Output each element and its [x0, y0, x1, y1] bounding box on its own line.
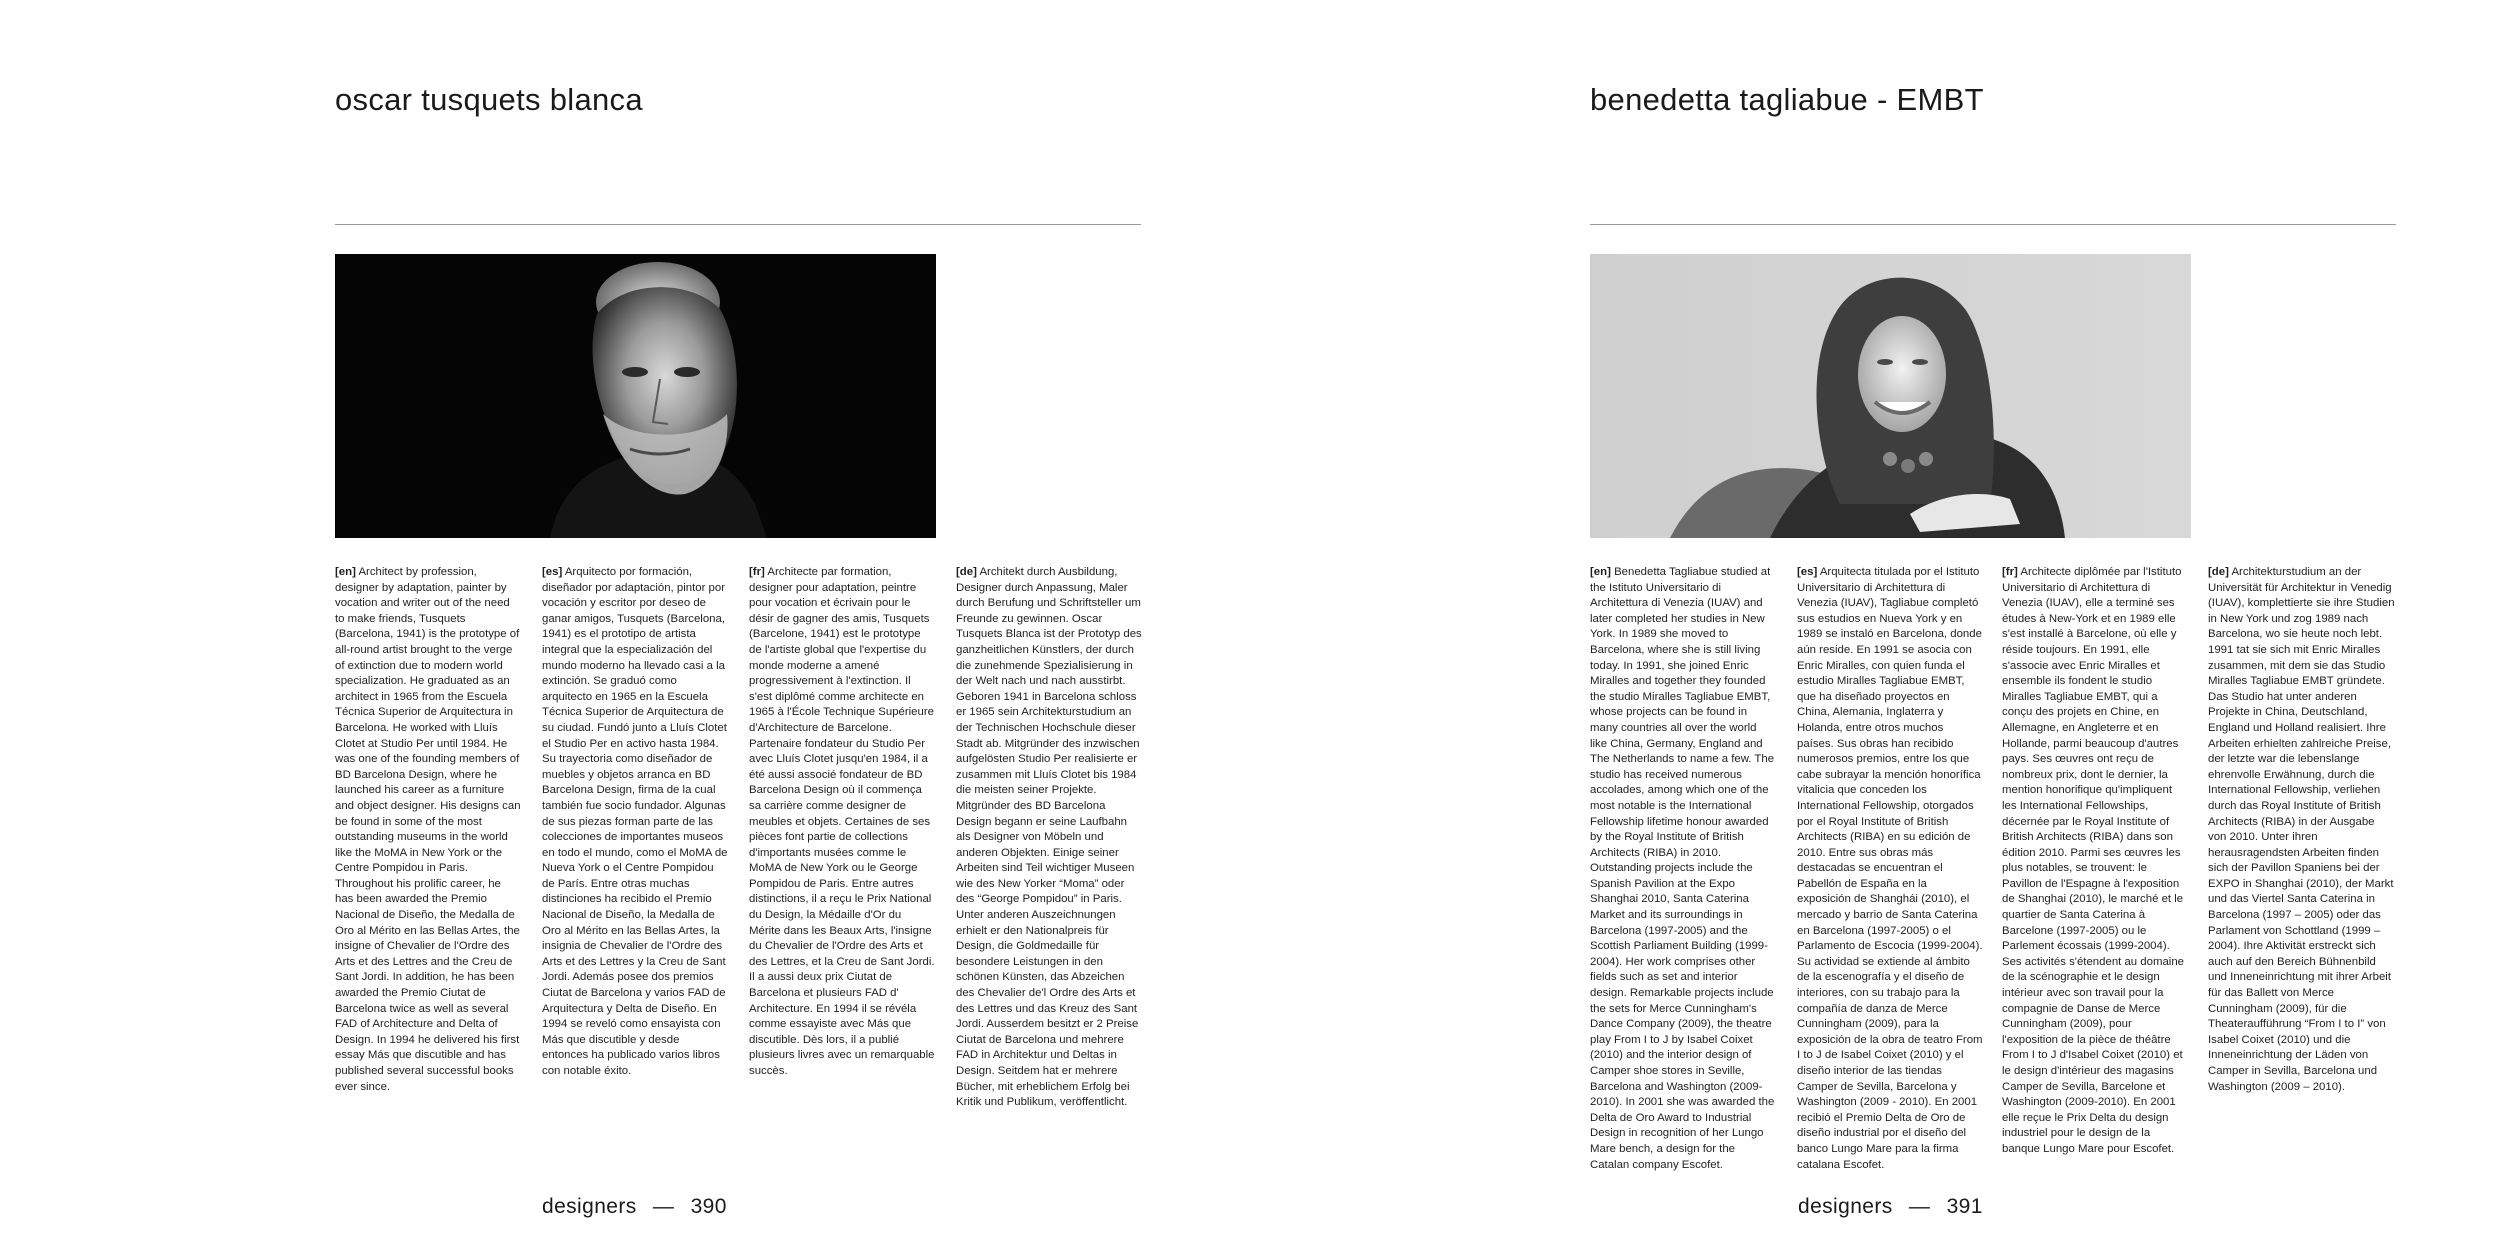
bio-text: Architect by profession, designer by adaptation, painter by vocation and writer out of the need to make friends, Tusquets (Barcelona, 1941) is the prototype of all-round artist brought to the verge of extinction due to modern world specialization. He graduated as an architect in 1965 from the Escuela Técnica Superior de Arquitectura in Barcelona. He worked with Lluís Clotet at Studio Per until 1984. He was one of the founding members of BD Barcelona Design, where he launched his career as a furniture and object designer. His designs can be found in some of the most outstanding museums in the world like the MoMA in New York or the Centre Pompidou in Paris. Throughout his prolific career, he has been awarded the Premio Nacional de Diseño, the Medalla de Oro al Mérito en las Bellas Artes, the insigne of Chevalier de l'Ordre des Arts et des Lettres and the Creu de Sant Jordi. In addition, he has been awarded the Premio Ciutat de Barcelona twice as well as several FAD of Architecture and Delta of Design. In 1994 he delivered his first essay Más que discutible and has published several successful books ever since.	[335, 566, 521, 1093]
bio-column-en	[1590, 565, 1776, 1173]
bio-text: Architecte par formation, designer pour adaptation, peintre pour vocation et écrivain pour le désir de gagner des amis, Tusquets (Barcelone, 1941) est le prototype de l'artiste global que l'expertise du monde moderne a amené progressivement à l'extinction. Il s'est diplômé comme architecte en 1965 à l'École Technique Supérieure d'Architecture de Barcelone. Partenaire fondateur du Studio Per avec Lluís Clotet jusqu'en 1984, il a été aussi associé fondateur de BD Barcelona Design où il commença sa carrière comme designer de meubles et objets. Certaines de ses pièces font partie de collections d'importants musées comme le MoMA de New York ou le George Pompidou de Paris. Entre autres distinctions, il a reçu le Prix National du Design, la Médaille d'Or du Mérite dans les Beaux Arts, l'insigne du Chevalier de l'Ordre des Arts et des Lettres, et la Creu de Sant Jordi. Il a aussi deux prix Ciutat de Barcelona et plusieurs FAD d' Architecture. En 1994 il se révéla comme essayiste avec Más que discutible. Dès lors, il a publié plusieurs livres avec un remarquable succès.	[749, 566, 935, 1077]
bio-text: Arquitecta titulada por el Istituto Universitario di Architettura di Venezia (IUAV), Tagliabue completó sus estudios en Nueva York y en 1989 se instaló en Barcelona, donde aún reside. En 1991 se asocia con Enric Miralles, con quien funda el estudio Miralles Tagliabue EMBT, que ha diseñado proyectos en China, Alemania, Inglaterra y Holanda, entre otros muchos países. Sus obras han recibido numerosos premios, entre los que cabe subrayar la mención honorífica vitalicia que conceden los International Fellowship, otorgados por el Royal Institute of British Architects (RIBA) en su edición de 2010. Entre sus obras más destacadas se encuentran el Pabellón de España en la exposición de Shanghái (2010), el mercado y barrio de Santa Caterina en Barcelona (1997-2005) o el Parlamento de Escocia (1999-2004). Su actividad se extiende al ámbito de la escenografía y el diseño de interiores, con su trabajo para la compañía de danza de Merce Cunningham (2009), para la exposición de la obra de teatro From I to J de Isabel Coixet (2010) y el diseño interior de las tiendas Camper de Sevilla, Barcelona y Washington (2009 - 2010). En 2001 recibió el Premio Delta de Oro de diseño industrial por el diseño del banco Lungo Mare para la firma catalana Escofet.	[1797, 566, 1983, 1171]
designer-title: oscar tusquets blanca	[335, 82, 643, 117]
language-tag: [es]	[1797, 566, 1818, 578]
language-tag: [en]	[1590, 566, 1611, 578]
language-tag: [fr]	[2002, 566, 2018, 578]
designer-photo	[1590, 254, 2191, 538]
language-tag: [de]	[2208, 566, 2229, 578]
bio-text: Arquitecto por formación, diseñador por adaptación, pintor por vocación y escritor por deseo de ganar amigos, Tusquets (Barcelona, 1941) es el prototipo de artista integral que la especialización del mundo moderno ha llevado casi a la extinción. Se graduó como arquitecto en 1965 en la Escuela Técnica Superior de Arquitectura de su ciudad. Fundó junto a Lluís Clotet el Studio Per en activo hasta 1984. Su trayectoria como diseñador de muebles y objetos arranca en BD Barcelona Design, firma de la cual también fue socio fundador. Algunas de sus piezas forman parte de las colecciones de importantes museos en todo el mundo, como el MoMA de Nueva York o el Centre Pompidou de París. Entre otras muchas distinciones ha recibido el Premio Nacional de Diseño, la Medalla de Oro al Mérito en las Bellas Artes, la insignia de Chevalier de l'Ordre des Arts et des Lettres y la Creu de Sant Jordi. Además posee dos premios Ciutat de Barcelona y varios FAD de Arquitectura y Delta de Diseño. En 1994 se reveló como ensayista con Más que discutible y desde entonces ha publicado varios libros con notable éxito.	[542, 566, 728, 1077]
folio-label: designers	[542, 1195, 637, 1218]
divider-rule	[1590, 224, 2396, 225]
bio-column-fr	[749, 565, 935, 1080]
bio-column-de	[2208, 565, 2396, 1095]
bio-column-es	[542, 565, 728, 1080]
language-tag: [de]	[956, 566, 977, 578]
folio-dash: —	[652, 1195, 675, 1218]
page-folio	[542, 1195, 727, 1219]
designer-title: benedetta tagliabue - EMBT	[1590, 82, 1984, 117]
language-tag: [en]	[335, 566, 356, 578]
right-page	[1250, 0, 2500, 1250]
designer-photo	[335, 254, 936, 538]
divider-rule	[335, 224, 1141, 225]
page-folio	[1798, 1195, 1983, 1219]
page-number: 390	[690, 1195, 727, 1218]
folio-label: designers	[1798, 1195, 1893, 1218]
bio-column-fr	[2002, 565, 2188, 1158]
bio-text: Architecte diplômée par l'Istituto Universitario di Architettura di Venezia (IUAV), elle a terminé ses études à New-York et en 1989 elle s'est installé à Barcelone, où elle y réside toujours. En 1991, elle s'associe avec Enric Miralles et ensemble ils fondent le studio Miralles Tagliabue EMBT, qui a conçu des projets en Chine, en Allemagne, en Angleterre et en Hollande, parmi beaucoup d'autres pays. Ses œuvres ont reçu de nombreux prix, dont le dernier, la mention honorifique qu'impliquent les International Fellowships, décernée par le Royal Institute of British Architects (RIBA) dans son édition 2010. Parmi ses œuvres les plus notables, se trouvent: le Pavillon de l'Espagne à l'exposition de Shanghai (2010), le marché et le quartier de Santa Caterina à Barcelone (1997-2005) ou le Parlement écossais (1999-2004). Ses activités s'étendent au domaine de la scénographie et le design intérieur avec son travail pour la compagnie de Danse de Merce Cunningham (2009), pour l'exposition de la pièce de théâtre From I to J d'Isabel Coixet (2010) et le design d'intérieur des magasins Camper de Sevilla, Barcelone et Washington (2009-2010). En 2001 elle reçue le Prix Delta du design industriel pour le design de la banque Lungo Mare pour Escofet.	[2002, 566, 2185, 1155]
language-tag: [fr]	[749, 566, 765, 578]
bio-text: Architekt durch Ausbildung, Designer durch Anpassung, Maler durch Berufung und Schriftsteller um Freunde zu gewinnen. Oscar Tusquets Blanca ist der Prototyp des ganzheitlichen Künstlers, der durch die zunehmende Spezialisierung in der Welt nach und nach ausstirbt. Geboren 1941 in Barcelona schloss er 1965 sein Architekturstudium an der Technischen Hochschule dieser Stadt ab. Mitgründer des inzwischen aufgelösten Studio Per realisierte er zusammen mit Lluís Clotet bis 1984 die meisten seiner Projekte. Mitgründer des BD Barcelona Design begann er seine Laufbahn als Designer von Möbeln und anderen Objekten. Einige seiner Arbeiten sind Teil wichtiger Museen wie des New Yorker “Moma” oder des “George Pompidou” in Paris. Unter anderen Auszeichnungen erhielt er den Nationalpreis für Design, die Goldmedaille für besondere Leistungen in den schönen Künsten, das Abzeichen des Chevalier de'l Ordre des Arts et des Lettres und das Kreuz des Sant Jordi. Ausserdem besitzt er 2 Preise Ciutat de Barcelona und mehrere FAD in Architektur und Deltas in Design. Seitdem hat er mehrere Bücher, mit erheblichem Erfolg bei Kritik und Publikum, veröffentlicht.	[956, 566, 1142, 1109]
bio-column-de	[956, 565, 1144, 1111]
language-tag: [es]	[542, 566, 563, 578]
bio-text: Architekturstudium an der Universität für Architektur in Venedig (IUAV), komplettierte sie ihre Studien in New York und zog 1989 nach Barcelona, wo sie heute noch lebt. 1991 tat sie sich mit Enric Miralles zusammen, mit dem sie das Studio Miralles Tagliabue EMBT gründete. Das Studio hat unter anderen Projekte in China, Deutschland, England und Holland realisiert. Ihre Arbeiten erhielten zahlreiche Preise, der letzte war die lebenslange ehrenvolle Erwähnung, durch die International Fellowship, verliehen durch das Royal Institute of British Architects (RIBA) in der Ausgabe von 2010. Unter ihren herausragendsten Arbeiten finden sich der Pavillon Spaniens bei der EXPO in Shanghai (2010), der Markt und das Viertel Santa Caterina in Barcelona (1997 – 2005) oder das Parlament von Schottland (1999 – 2004). Ihre Aktivität erstreckt sich auch auf den Bereich Bühnenbild und Inneneinrichtung mit ihrer Arbeit für das Ballett von Merce Cunningham (2009), für die Theateraufführung “From I to I” von Isabel Coixet (2010) und die Inneneinrichtung der Läden von Camper in Sevilla, Barcelona und Washington (2009 – 2010).	[2208, 566, 2395, 1093]
folio-dash: —	[1908, 1195, 1931, 1218]
bio-column-es	[1797, 565, 1983, 1173]
page-number: 391	[1946, 1195, 1983, 1218]
bio-text: Benedetta Tagliabue studied at the Istituto Universitario di Architettura di Venezia (IUAV) and later completed her studies in New York. In 1989 she moved to Barcelona, where she is still living today. In 1991, she joined Enric Miralles and together they founded the studio Miralles Tagliabue EMBT, whose projects can be found in many countries all over the world like China, Germany, England and The Netherlands to name a few. The studio has received numerous accolades, among which one of the most notable is the International Fellowship lifetime honour awarded by the Royal Institute of British Architects (RIBA) in 2010. Outstanding projects include the Spanish Pavilion at the Expo Shanghai 2010, Santa Caterina Market and its surroundings in Barcelona (1997-2005) and the Scottish Parliament Building (1999-2004). Her work comprises other fields such as set and interior design. Remarkable projects include the sets for Merce Cunningham's Dance Company (2009), the theatre play From I to J by Isabel Coixet (2010) and the interior design of Camper shoe stores in Seville, Barcelona and Washington (2009-2010). In 2001 she was awarded the Delta de Oro Award to Industrial Design in recognition of her Lungo Mare bench, a design for the Catalan company Escofet.	[1590, 566, 1775, 1171]
bio-column-en	[335, 565, 521, 1095]
